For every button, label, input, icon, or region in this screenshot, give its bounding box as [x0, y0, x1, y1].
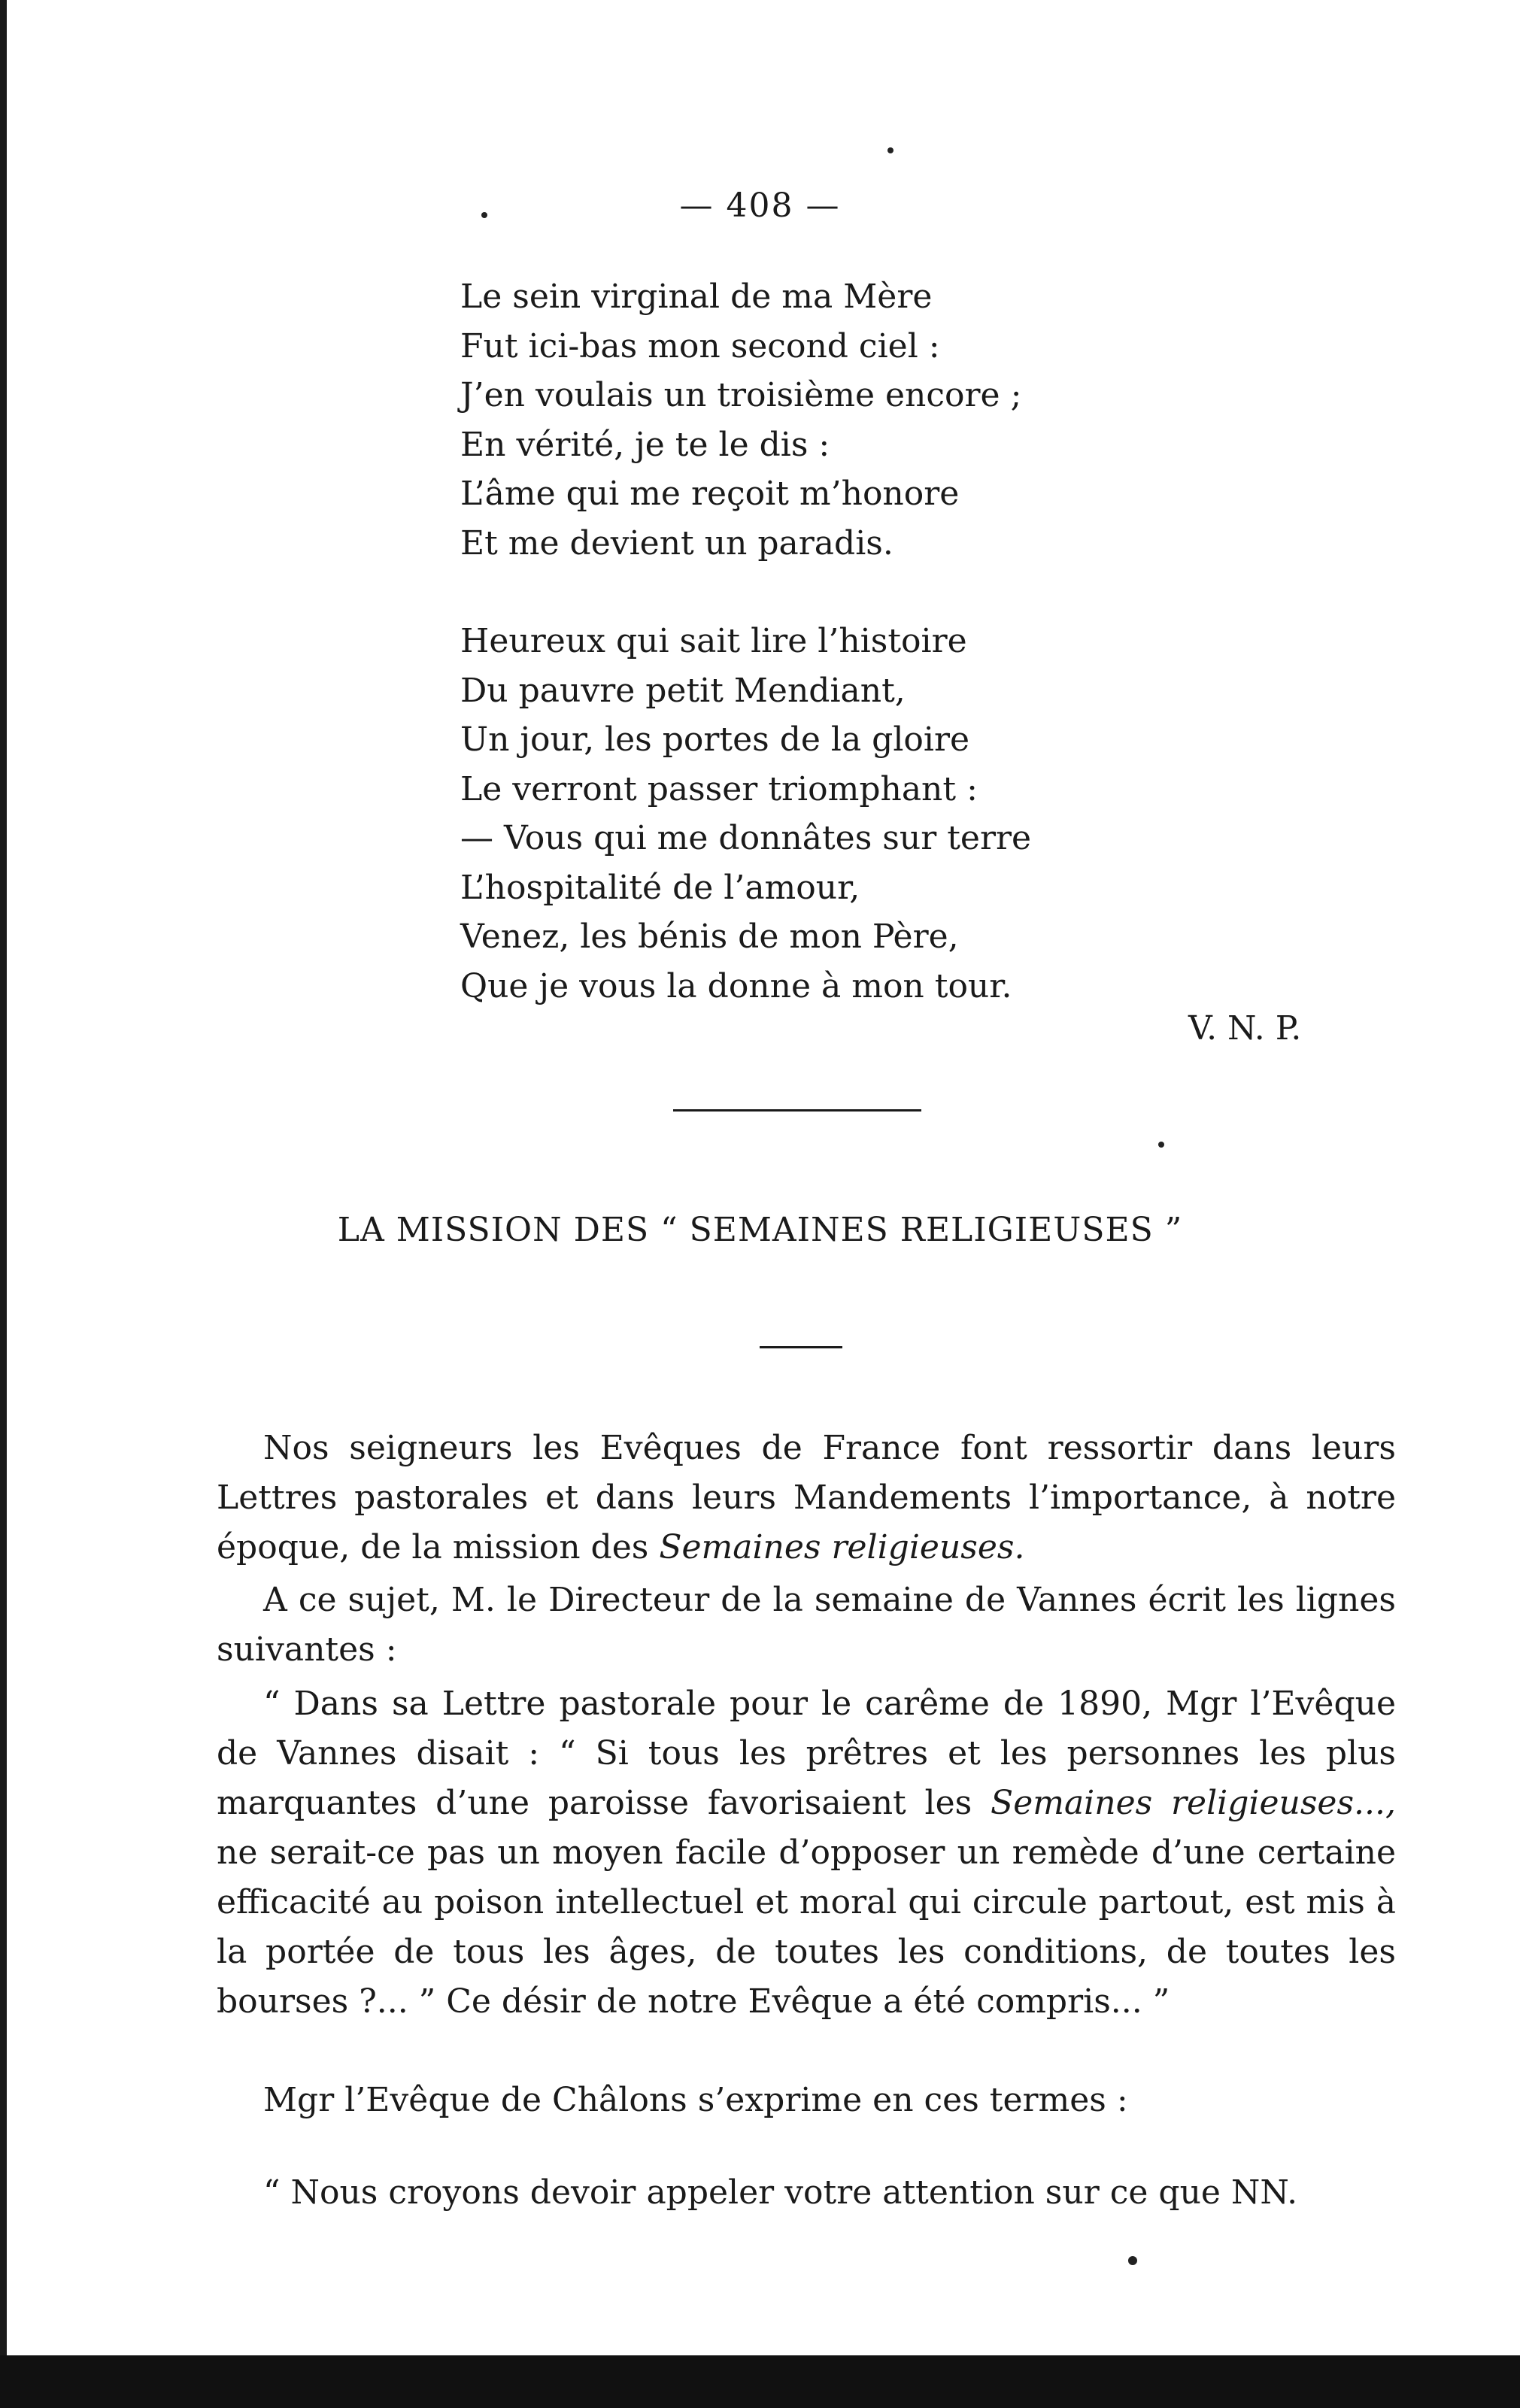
- poem-line: Le sein virginal de ma Mère: [460, 277, 933, 316]
- poem-line: J’en voulais un troisième encore ;: [460, 376, 1022, 414]
- poem-line: — Vous qui me donnâtes sur terre: [460, 819, 1032, 857]
- print-speck: [1128, 2256, 1137, 2265]
- paragraph-emphasis: Semaines religieuses.: [659, 1528, 1025, 1566]
- paragraph-text: Nos seigneurs les Evêques de France font ressortir dans leurs Lettres pastorales et dans leurs Mandements l’importance, à notre époque, de la mission des: [217, 1429, 1396, 1566]
- article-paragraph-3: [217, 1679, 1396, 2027]
- poem-line: Venez, les bénis de mon Père,: [460, 917, 959, 956]
- page-number: — 408 —: [679, 187, 841, 225]
- poem-line: Un jour, les portes de la gloire: [460, 720, 970, 759]
- title-divider: [760, 1346, 842, 1348]
- paragraph-text: “ Dans sa Lettre pastorale pour le carême de 1890, Mgr l’Evêque de Vannes disait : “ Si tous les prêtres et les personnes les plus marquantes d’une paroisse favorisaient les: [217, 1685, 1396, 1822]
- print-speck: [1158, 1142, 1164, 1148]
- section-divider: [673, 1109, 921, 1112]
- poem-line: Heureux qui sait lire l’histoire: [460, 622, 967, 660]
- scan-left-border: [0, 0, 7, 2408]
- article-title: LA MISSION DES “ SEMAINES RELIGIEUSES ”: [337, 1211, 1183, 1249]
- poem-line: Fut ici-bas mon second ciel :: [460, 326, 940, 365]
- poem-stanza-2: [460, 617, 1031, 1011]
- article-paragraph-5: “ Nous croyons devoir appeler votre attention sur ce que NN.: [263, 2173, 1298, 2212]
- poem-line: Le verront passer triomphant :: [460, 769, 978, 808]
- scan-bottom-border: [0, 2355, 1520, 2408]
- print-speck: [887, 147, 893, 153]
- poem-stanza-1: [460, 272, 1021, 568]
- poem-line: Et me devient un paradis.: [460, 523, 893, 563]
- paragraph-emphasis: Semaines religieuses...,: [991, 1784, 1396, 1822]
- paragraph-text: ne serait-ce pas un moyen facile d’opposer un remède d’une certaine efficacité au poison intellectuel et moral qui circule partout, est mis à la portée de tous les âges, de toutes les conditions, de toutes les bourses ?... ” Ce désir de notre Evêque a été compris... ”: [217, 1833, 1396, 2021]
- article-paragraph-4: Mgr l’Evêque de Châlons s’exprime en ces termes :: [263, 2081, 1128, 2119]
- poem-line: L’hospitalité de l’amour,: [460, 868, 860, 907]
- poem-line: Que je vous la donne à mon tour.: [460, 966, 1012, 1005]
- poem-line: En vérité, je te le dis :: [460, 425, 830, 464]
- poem-line: Du pauvre petit Mendiant,: [460, 671, 906, 710]
- poem-signature: V. N. P.: [1188, 1009, 1302, 1048]
- poem-line: L’âme qui me reçoit m’honore: [460, 475, 960, 513]
- article-paragraph-1: [217, 1424, 1396, 1572]
- article-paragraph-2: A ce sujet, M. le Directeur de la semaine de Vannes écrit les lignes suivantes :: [217, 1581, 1396, 1669]
